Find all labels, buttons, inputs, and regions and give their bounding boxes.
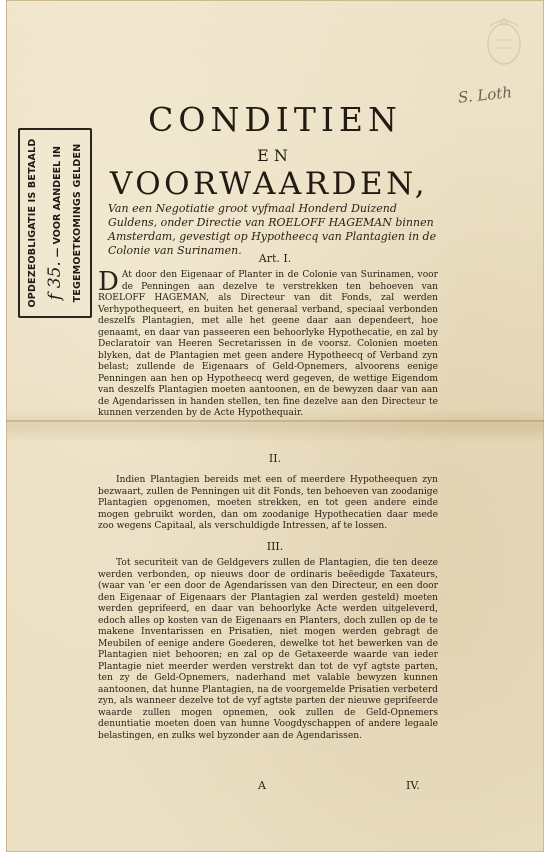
fold-crease — [6, 420, 544, 422]
document-title: CONDITIEN — [148, 100, 402, 139]
title-conjunction: EN — [257, 146, 293, 165]
handwritten-signature: S. Loth — [457, 83, 513, 107]
article-text-3: Tot securiteit van de Geldgevers zullen de Plantagien, die ten deeze werden verbonden, op nieuws door de ordinaris beëedigde Taxateurs, (waar van 'er een door de Agendarissen van den Directeur, en een door den Eigenaar of Eigenaars der Plantagien zal werden gesteld) moeten werden geprifeerd, en daar van behoorlyke Acte werden uitgeleverd, edoch alles op kosten van de Eigenaars en Planters, doch zullen op de te makene Inventarissen en Prisatien, niet mogen werden gebragt de Meubilen of eenige andere Goederen, dewelke tot het bewerken van de Plantagien niet behooren; en zal op de Getaxeerde waarde van ieder Plantagie niet meerder werden verstrekt dan tot de vyf agtste parten, ten zy de Geld-Opnemers, naderhand met valable bewyzen kunnen aantoonen, dat hunne Plantagien, na de voorgemelde Prisatien verbeterd zyn, als wanneer dezelve tot de vyf agtste parten der nieuwe geprifeerde waarde zullen mogen opnemen, ook zullen de Geld-Opnemers denuntiatie moeten doen van hunne Voogdyschappen of andere legaale belastingen, en zulks wel byzonder aan de Agendarissen. — [98, 558, 438, 741]
stamp-line-2-text: — VOOR AANDEEL IN — [51, 146, 63, 258]
catchword: IV. — [406, 779, 420, 792]
stamp-line-3: TEGEMOETKOMINGS GELDEN — [71, 143, 83, 303]
stamp-line-2 — [45, 146, 65, 300]
article-heading-2: II. — [268, 452, 282, 465]
stamp-line-1: OPDEZEOBLIGATIE IS BETAALD — [27, 138, 39, 308]
embossed-seal-icon — [476, 14, 532, 70]
document-title-line-2: VOORWAARDEN, — [109, 166, 429, 202]
document-page — [6, 0, 544, 852]
stamp-amount: f 35. — [44, 261, 65, 300]
document-subtitle: Van een Negotiatie groot vyfmaal Honderd Duizend Guldens, onder Directie van ROELOFF HAGEMAN binnen Amsterdam, gevestigt op Hypotheecq van Plantagien in de Colonie van Surinamen. — [108, 202, 437, 257]
article-text-2: Indien Plantagien bereids met een of meerdere Hypotheequen zyn bezwaart, zullen de Penningen uit dit Fonds, ten behoeven van zoodanige Plantagien opgenomen, moeten strekken, en tot geen andere einde mogen gebruikt worden, dan om zoodanige Hypothecatien daar mede zoo wegens Capitaal, als verschuldigde Intressen, af te lossen. — [98, 475, 438, 531]
dropcap: D — [98, 267, 119, 297]
article-body-1: At door den Eigenaar of Planter in de Colonie van Surinamen, voor de Penningen aan dezelve te verstrekken ten behoeven van ROELOFF HAGEMAN, als Directeur van dit Fonds, zal werden Verhypothequeert, en buiten het generaal verband, speciaal verbonden deszelfs Plantagien, met alle het geene daar aan dependeert, hoe genaamt, en daar van passeeren een behoorlyke Hypothecatie, en zal by Declaratoir van Heeren Secretarissen in de voorsz. Colonien moeten blyken, dat de Plantagien met geen andere Hypotheecq of Verband zyn belast; zullende de Eigenaars of Geld-Opnemers, alvoorens eenige Penningen aan hen op Hypotheecq werd gegeven, de wettige Eigendom van deszelfs Plantagien moeten aantoonen, en de bewyzen daar van aan de Agendarissen in handen stellen, ten fine dezelve aan den Directeur te kunnen verzenden by de Acte Hypothequair. — [98, 270, 438, 418]
article-heading-3: III. — [266, 540, 284, 553]
article-text-1 — [98, 267, 438, 420]
article-heading-1: Art. I. — [258, 252, 292, 265]
signature-mark: A — [258, 779, 266, 792]
